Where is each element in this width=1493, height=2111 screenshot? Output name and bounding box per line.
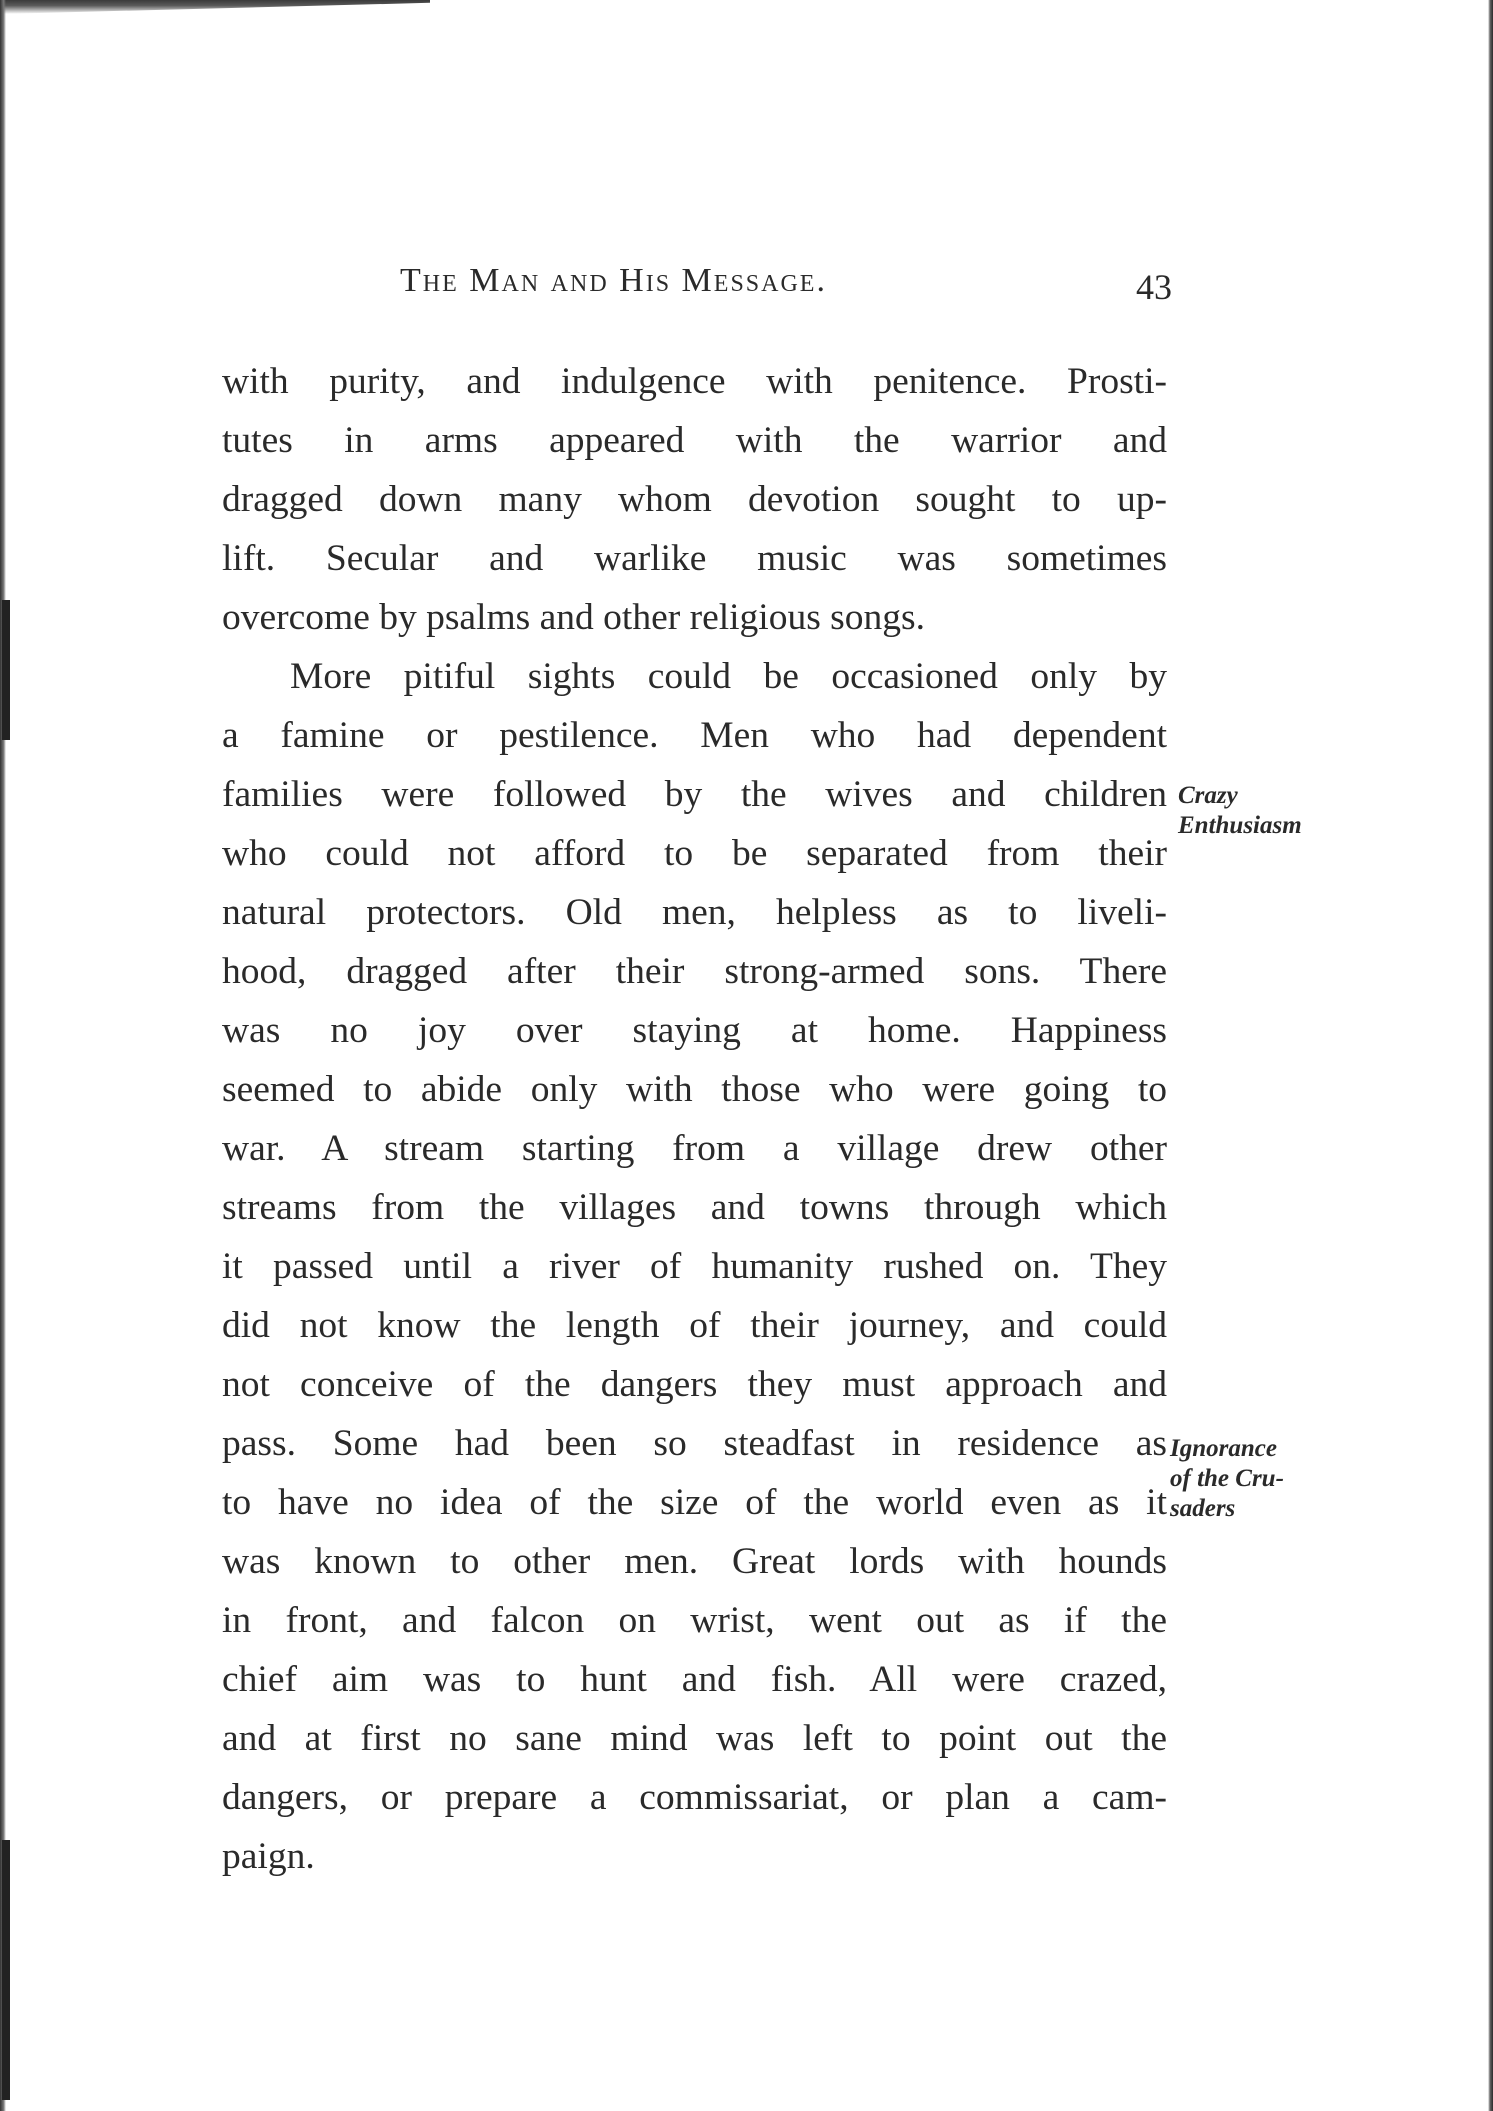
- text-line: to have no idea of the size of the world even as it: [222, 1482, 1167, 1523]
- running-head: The Man and His Message.: [400, 262, 827, 299]
- sidenote-ignorance-of-crusaders: [1170, 1434, 1284, 1524]
- text-line: and at first no sane mind was left to point out the: [222, 1718, 1167, 1759]
- text-line: who could not afford to be separated from their: [222, 833, 1167, 874]
- text-line: pass. Some had been so steadfast in residence as: [222, 1423, 1167, 1464]
- scan-edge-top: [0, 0, 430, 14]
- sidenote-line: Enthusiasm: [1178, 812, 1302, 839]
- text-line: paign.: [222, 1836, 315, 1877]
- scan-edge-left: [0, 0, 6, 2111]
- text-line: chief aim was to hunt and fish. All were crazed,: [222, 1659, 1167, 1700]
- text-line: hood, dragged after their strong-armed sons. There: [222, 951, 1167, 992]
- text-line: seemed to abide only with those who were going to: [222, 1069, 1167, 1110]
- text-line: war. A stream starting from a village drew other: [222, 1128, 1167, 1169]
- text-line: was known to other men. Great lords with hounds: [222, 1541, 1167, 1582]
- text-line: dragged down many whom devotion sought to up-: [222, 479, 1167, 520]
- text-line: families were followed by the wives and children: [222, 774, 1167, 815]
- text-line: natural protectors. Old men, helpless as to liveli-: [222, 892, 1167, 933]
- text-line: it passed until a river of humanity rushed on. They: [222, 1246, 1167, 1287]
- text-line: with purity, and indulgence with penitence. Prosti-: [222, 361, 1167, 402]
- body-text: [222, 352, 1167, 1886]
- text-line: not conceive of the dangers they must approach and: [222, 1364, 1167, 1405]
- sidenote-line: Crazy: [1178, 782, 1238, 809]
- sidenote-line: of the Cru-: [1170, 1465, 1284, 1492]
- scan-edge-mark: [2, 1840, 10, 2100]
- text-line: dangers, or prepare a commissariat, or plan a cam-: [222, 1777, 1167, 1818]
- text-line: was no joy over staying at home. Happiness: [222, 1010, 1167, 1051]
- text-line: tutes in arms appeared with the warrior and: [222, 420, 1167, 461]
- text-line: streams from the villages and towns through which: [222, 1187, 1167, 1228]
- sidenote-line: saders: [1170, 1495, 1236, 1522]
- text-line: a famine or pestilence. Men who had dependent: [222, 715, 1167, 756]
- sidenote-crazy-enthusiasm: [1178, 781, 1302, 841]
- scan-edge-right: [1488, 0, 1493, 2111]
- text-line: in front, and falcon on wrist, went out as if the: [222, 1600, 1167, 1641]
- text-line: overcome by psalms and other religious songs.: [222, 597, 925, 638]
- sidenote-line: Ignorance: [1170, 1435, 1277, 1462]
- page-number: 43: [1136, 267, 1172, 307]
- text-line: did not know the length of their journey, and could: [222, 1305, 1167, 1346]
- scan-edge-mark: [2, 600, 10, 740]
- page-header: [400, 262, 1180, 322]
- text-line: lift. Secular and warlike music was sometimes: [222, 538, 1167, 579]
- text-line: More pitiful sights could be occasioned only by: [290, 656, 1167, 697]
